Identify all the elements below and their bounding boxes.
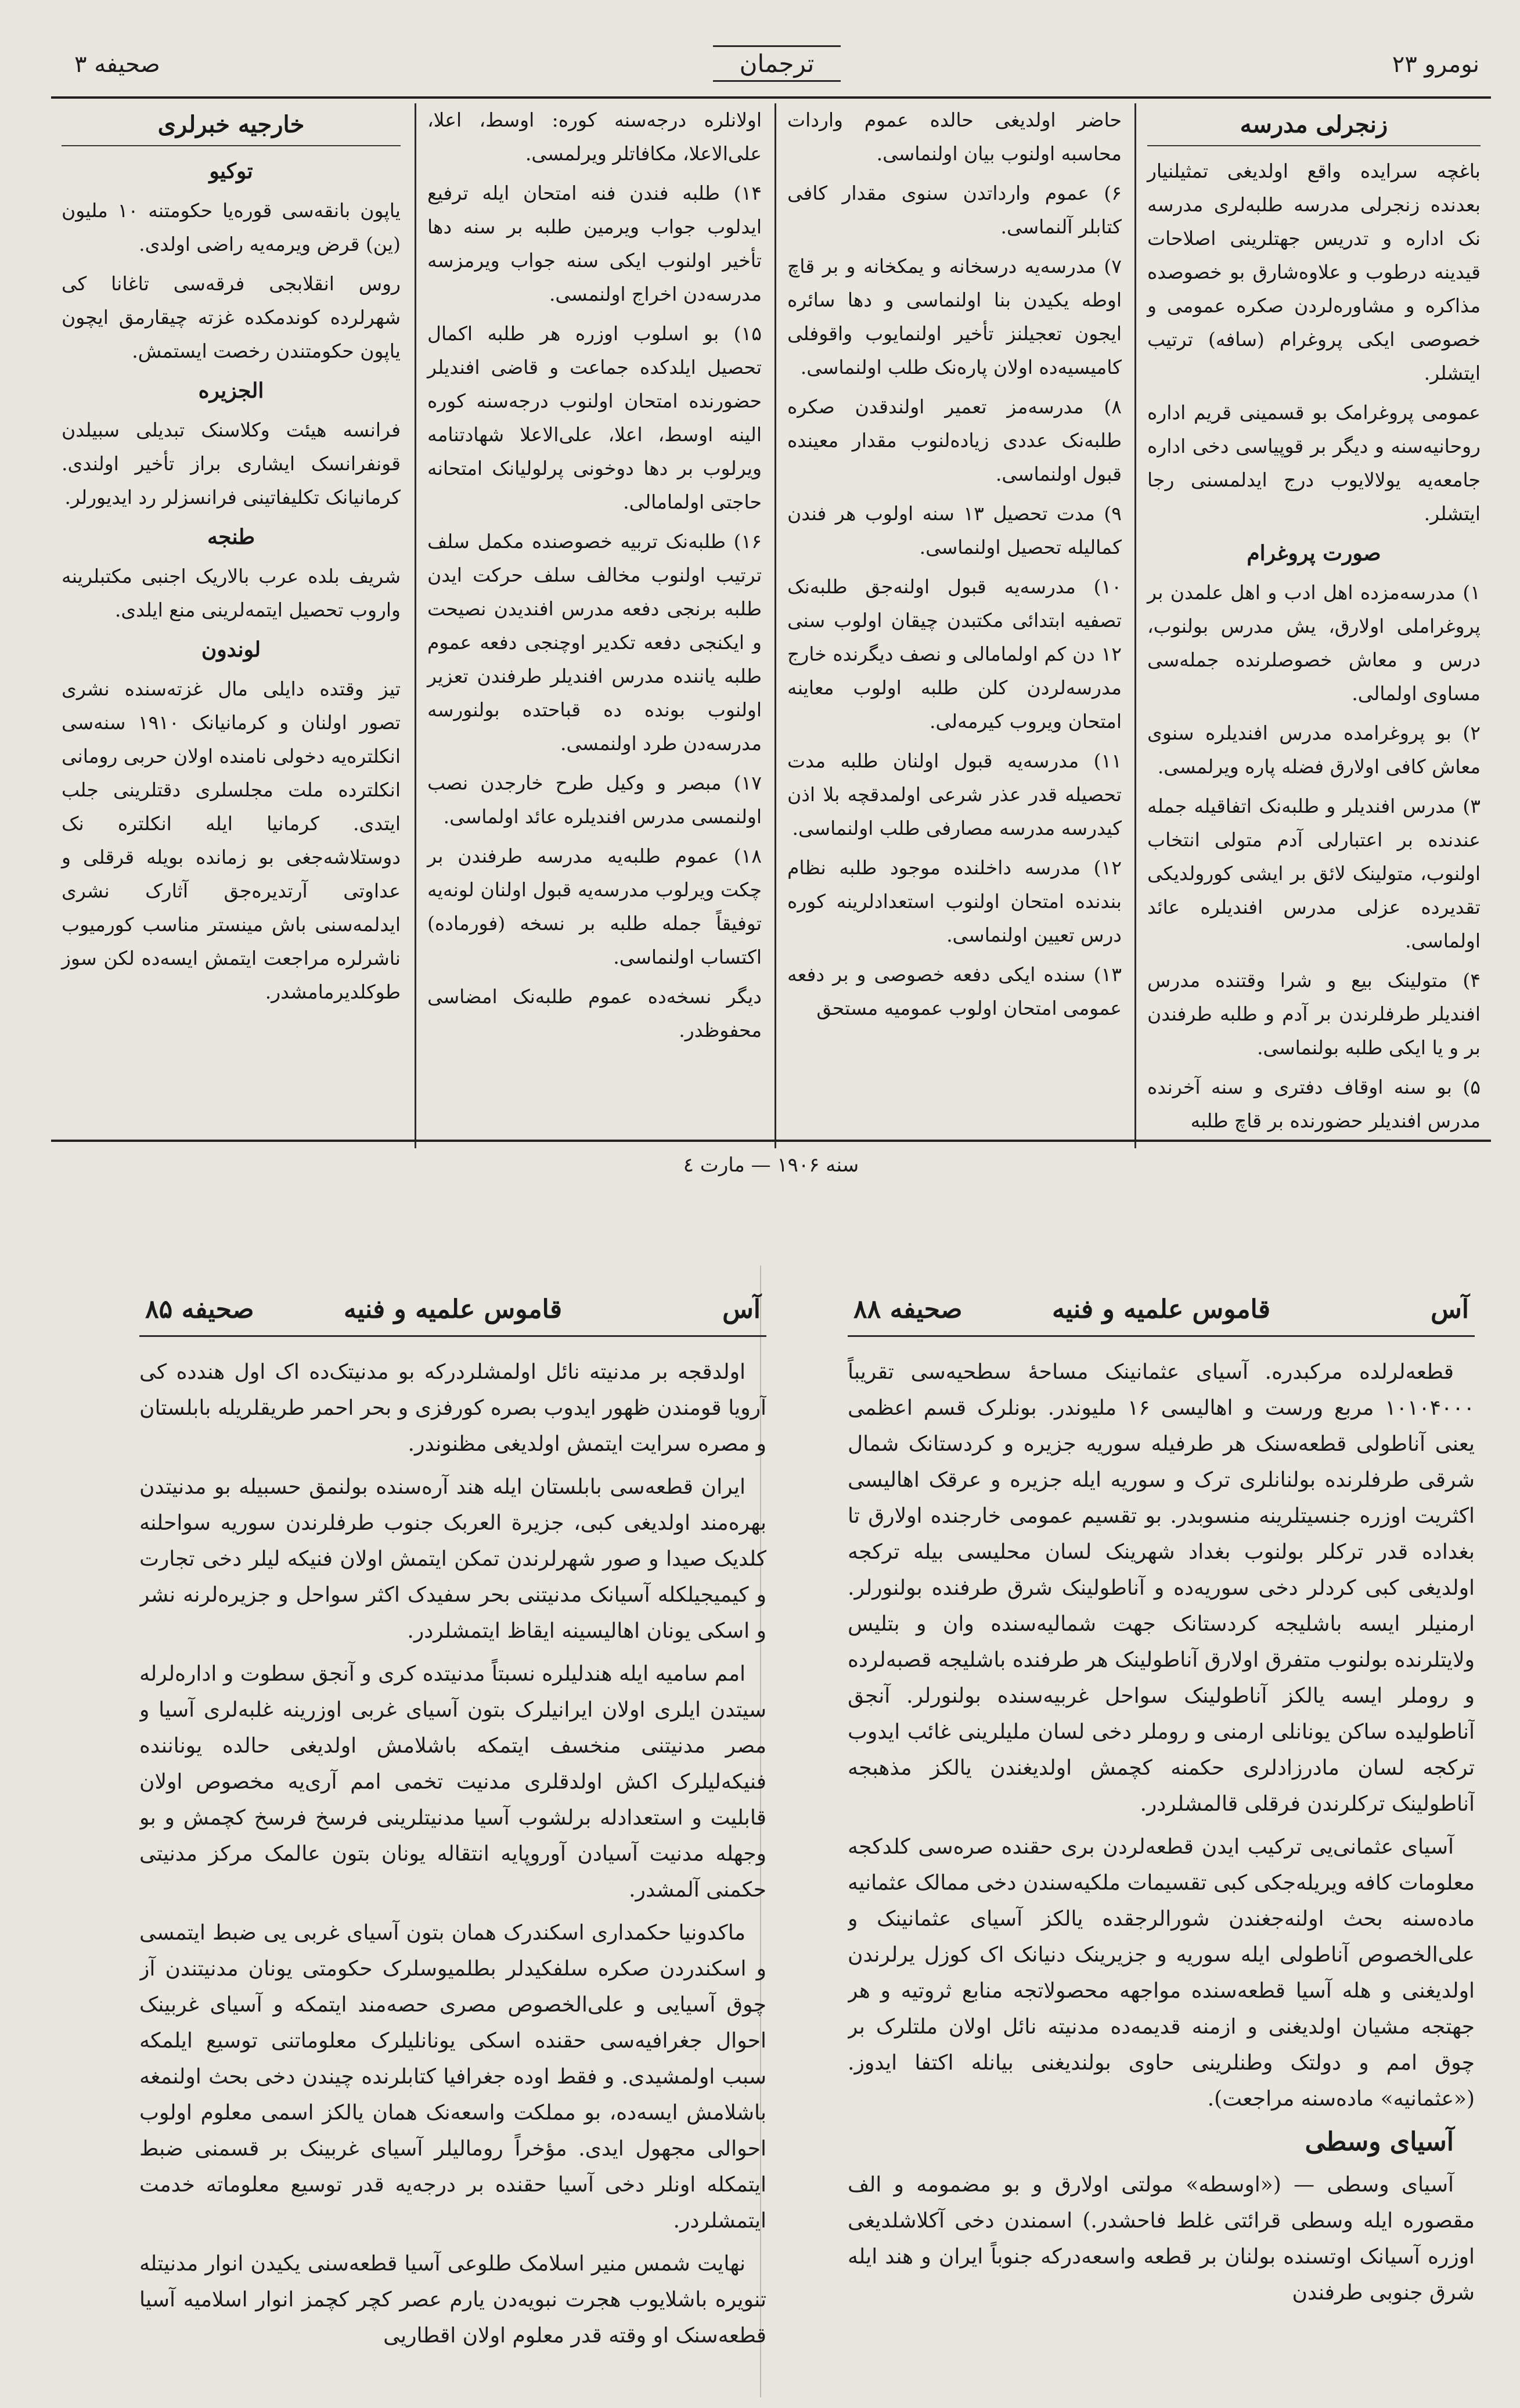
news-item: یاپون بانقه‌سی قوره‌یا حکومتنه ۱۰ ملیون (ین) قرض ویرمه‌یه راضی اولدی. (62, 199, 401, 255)
column-program-continued (777, 103, 1132, 1137)
header-word: آس (722, 1295, 761, 1324)
header-rule (51, 96, 1491, 99)
issue-number-label: نومرو ۲۳ (1392, 51, 1479, 78)
column-foreign-news (51, 103, 411, 1137)
program-item: ۵) بو سنه اوقاف دفتری و سنه آخرنده مدرس افندیلر حضورنده بر قاچ طلبه (1147, 1076, 1481, 1132)
program-item: ۱۳) سنده ایکی دفعه خصوصی و بر دفعه عمومی امتحان اولوب عمومیه مستحق (787, 963, 1122, 1019)
program-item: ۱۰) مدرسه‌یه قبول اولنه‌جق طلبه‌نک تصفیه ابتدائی مکتبدن چیقان اولوب سنی ۱۲ دن کم اولمامالی و نصف دیگرنده خارج مدرسه‌لردن کلن طلبه اولوب معاینه امتحان ویروب کیرمه‌لی. (787, 575, 1122, 733)
program-item: ۱۶) طلبه‌نک تربیه خصوصنده مکمل سلف ترتیب اولنوب مخالف سلف حرکت ایدن طلبه برنجی دفعه مدرس افندیدن نصیحت و ایکنجی دفعه تکدیر اوچنجی دفعه عموم طلبه یاننده مدرس افندیلر طرفندن تعزیر اولنوب بونده ده قباحتده بولنورسه مدرسه‌دن طرد اولنمسی. (427, 530, 762, 755)
dictionary-entry-heading: آسیای وسطی (1305, 2127, 1454, 2157)
header-page-number: صحیفه ۸۵ (145, 1295, 254, 1324)
newspaper-title: ترجمان (713, 45, 841, 82)
news-dateline: الجزیره (198, 378, 264, 403)
header-page-number: صحیفه ۸۸ (853, 1295, 963, 1324)
program-item: ۱۵) بو اسلوب اوزره هر طلبه اکمال تحصیل ایلدکده جماعت و قاضی افندیلر حضورنده امتحان اولنوب درجه‌سنه کوره الینه اوسط، اعلا، علی‌الاعلا شهادتنامه ویرلوب بر دها دوخونی پرلولیانک امتحانه حاجتی اولمامالی. (427, 322, 762, 513)
program-item: ۴) متولینک بیع و شرا وقتنده مدرس افندیلر طرفلرندن بر آدم و طلبه طرفندن بر و یا ایکی طلبه بولنماسی. (1147, 969, 1481, 1059)
article-paragraph: حاضر اولدیغی حالده عموم واردات محاسبه اولنوب بیان اولنماسی. (787, 109, 1122, 165)
column-heading: خارجیه خبرلری (62, 108, 401, 146)
news-item: تیز وقتده دایلی مال غزته‌سنده نشری تصور اولنان و کرمانیانک ۱۹۱۰ سنه‌سی انکلتره‌یه دخولی نامنده اولان حربی رومانی انکلترده ملت مجلسلری دقتلرینی جلب ایتدی. کرمانیا ایله انکلتره نک دوستلاشه‌جغی بو زمانده بویله قرقلی و عداوتی آرتدیره‌جق آثارک نشری ایدلمه‌سنی باش مینستر مناسب کورمیوب ناشرلره مراجعت ایتمش ایسه‌ده لکن سوز طوکلدیرمامشدر. (62, 677, 401, 1003)
dictionary-paragraph: امم سامیه ایله هندلیلره نسبتاً مدنیتده کری و آنجق سطوت و اداره‌لرله سیتدن ایلری اولان ایرانیلرک بتون آسیای غربی اوزرینه غلبه‌لری آسیا و مصر مدنیتنی منخسف ایتمکه باشلامش اولدیغی حالده یوناننده فنیکه‌لیلرک اکش اولدقلری مدنیت تخمی امم آری‌یه مخصوص اولان قابلیت و استعدادله برلشوب آسیا مدنیتلرینی فرسخ فرسخ کچمش و بو وجهله مدنیت آسیادن آوروپایه انتقاله یونان بتون عالمک مرکز مدنیتی حکمنی آلمشدر. (139, 1662, 766, 1902)
news-item: فرانسه هیئت وکلاسنک تبدیلی سبیلدن قونفرانسک ایشاری براز تأخیر اولندی. کرمانیانک تکلیفاتینی فرانسزلر رد ایدیورلر. (62, 419, 401, 509)
program-item: ۷) مدرسه‌یه درسخانه و یمکخانه و بر قاچ اوطه یکیدن بنا اولنماسی و دها سائره ایجون تعجیلنز تأخیر اولنمایوب واقوفلی کامیسیه‌ده اولان پاره‌نک طلب اولنماسی. (787, 255, 1122, 378)
news-dateline: طنجه (207, 525, 255, 549)
page-number-label: صحیفه ۳ (74, 51, 160, 78)
column-program-end (417, 103, 772, 1137)
dictionary-body (848, 1337, 1475, 2376)
column-divider (415, 103, 416, 1148)
news-item: شریف بلده عرب بالاریک اجنبی مکتبلرینه واروب تحصیل ایتمه‌لرینی منع ایلدی. (62, 565, 401, 621)
dictionary-paragraph: قطعه‌لرلده مرکبدره. آسیای عثمانینک مساحهٔ سطحیه‌سی تقریباً ۱۰۱۰۴۰۰۰ مربع ورست و اهالیسی ۱۶ ملیوندر. بونلرک قسم اعظمی یعنی آناطولی قطعه‌سنک هر طرفیله سوریه جزیره و کردستانک شمال شرقی طرفلرنده بولنانلری ترک و سوریه ایله جزیره و عرقک اهالیسی اکثریت اوزره جنسیتلرینه منسوبدر. بو تقسیم عمومی خارجنده اولارق تا بغداده قدر ترکلر بولنوب بغداد شهرینک لسان محلیسی بیله ترکجه اولدیغی کبی کردلر دخی سوریه‌ده و آناطولینک شرق طرفنده بولنورلر. ارمنیلر ایسه باشلیجه کردستانک جهت شمالیه‌سنده وان و بتلیس ولایتلرنده بولنوب متفرق اولارق آناطولینک هر طرفنده باشلیجه قصبه‌لرده و روملر ایسه یالکز آناطولینک سواحل غربیه‌سنده بولنورلر. آنجق آناطولیده ساکن یونانلی ارمنی و روملر دخی لسان ملیلرینی غائب ایدوب ترکجه لسان مادرزادلری حکمنه کچمش اولدیغندن یالکز مذهبجه آناطولینک ترکلرندن فرقلی قالمشلردر. (848, 1360, 1475, 1816)
program-item: ۶) عموم وارداتدن سنوی مقدار کافی کتابلر آلنماسی. (787, 182, 1122, 238)
news-dateline: توکیو (209, 159, 253, 183)
program-item: ۸) مدرسه‌مز تعمیر اولندقدن صکره طلبه‌نک عددی زیاده‌لنوب مقدار معینده قبول اولنماسی. (787, 395, 1122, 485)
dictionary-page-right (848, 1283, 1475, 2386)
article-paragraph: باغچه سرایده واقع اولدیغی تمثیلنیار بعدنده زنجرلی مدرسه طلبه‌لری مدرسه نک اداره و تدریس جهتلرینی اصلاحات قیدینه درطوب و علاوه‌شارق بو خصوصده مذاکره و مشاوره‌لردن صکره عمومی و خصوصی ایکی پروغرام (سافه) ترتیب ایتشلر. (1147, 160, 1481, 384)
header-title: قاموس علمیه و فنیه (1052, 1295, 1270, 1324)
dictionary-paragraph: نهایت شمس منیر اسلامک طلوعی آسیا قطعه‌سنی یکیدن انوار مدنیتله تنویره باشلایوب هجرت نبویه‌دن یارم عصر کچر کچمز انوار اسلامیه آسیا قطعه‌سنک او وقته قدر معلوم اولان اقطاریی (139, 2252, 766, 2348)
dictionary-header (139, 1283, 766, 1337)
news-item: روس انقلابجی فرقه‌سی تاغانا کی شهرلرده کوندمکده غزته چیقارمق ایچون یاپون حکومتندن رخصت ایستمش. (62, 272, 401, 362)
dictionary-body (139, 1337, 766, 2376)
dictionary-header (848, 1283, 1475, 1337)
header-word: آس (1431, 1295, 1469, 1324)
program-item: ۳) مدرس افندیلر و طلبه‌نک اتفاقیله جمله عندنده بر اعتبارلی آدم متولی انتخاب اولنوب، متولینک لائق بر ایشی کورولدیکی تقدیرده عزلی مدرس افندیلره عائد اولماسی. (1147, 795, 1481, 952)
column-divider (1134, 103, 1136, 1148)
dictionary-paragraph: آسیای عثمانی‌یی ترکیب ایدن قطعه‌لردن بری حقنده صره‌سی کلدکجه معلومات کافه ویریله‌جکی کبی تقسیمات ملکیه‌سندن دخی ممالک عثمانیه ماده‌سنه بحث اولنه‌جغندن شورالرجقده یالکز آسیای عثمانینک و علی‌الخصوص آناطولی ایله سوریه و جزیرینک دنیانک اک کوزل یرلرندن اولدیغنی و هله آسیا قطعه‌سنده مواجهه محصولاتجه منابع ثروتیه و هر جهتجه مشیان اولدیغنی و ازمنه قدیمه‌ده مدنیته نائل اولان ملتلرک بر چوق امم و دولتک وطنلرینی حاوی بولندیغنی بیانله اکتفا ایدوز. («عثمانیه» ماده‌سنه مراجعت). (848, 1835, 1475, 2111)
newspaper-header (51, 28, 1491, 98)
newspaper-page (51, 28, 1491, 1212)
dictionary-paragraph: آسیای وسطی — («اوسطه» مولتی اولارق و بو مضمومه و الف مقصوره ایله وسطی قرائتی غلط فاحشدر.) اسمندن دخی آکلاشلدیغی اوزره آسیانک اوتسنده بولنان بر قطعه واسعه‌درکه جنوباً ایران و هند ایله شرق جنوبی طرفندن (848, 2173, 1475, 2305)
dictionary-paragraph: اولدقجه بر مدنیته نائل اولمشلردرکه بو مدنیتک‌ده اک اول هندده کی آرویا قومندن ظهور ایدوب بصره کورفزی و بحر احمر طریقلریله بابلستان و مصره سرایت ایتمش اولدیغی مظنوندر. (139, 1360, 766, 1456)
program-item: ۱۲) مدرسه داخلنده موجود طلبه نظام بندنده امتحان اولنوب استعدادلرینه کوره درس تعیین اولنماسی. (787, 856, 1122, 946)
program-item: ۱) مدرسه‌مزده اهل ادب و اهل علمدن بر پروغراملی اولارق، یش مدرس بولنوب، درس و معاش خصوصلرنده جمله‌سی مساوی اولمالی. (1147, 581, 1481, 705)
program-item: ۱۴) طلبه فندن فنه امتحان ایله ترفیع ایدلوب جواب ویرمین طلبه بر سنه دها تأخیر اولنوب ایکی سنه جواب ویرمزسه مدرسه‌دن اخراج اولنمسی. (427, 182, 762, 305)
column-zincirli-madrasa (1137, 103, 1491, 1137)
program-item: ۱۸) عموم طلبه‌یه مدرسه طرفندن بر چکت ویرلوب مدرسه‌یه قبول اولنان لونه‌یه توفیقاً جمله طلبه بر نسخه (فورماده) اکتساب اولنماسی. (427, 845, 762, 968)
program-item: ۱۱) مدرسه‌یه قبول اولنان طلبه مدت تحصیله قدر عذر شرعی اولمدقچه بلا اذن کیدرسه مدرسه مصارفی طلب اولنماسی. (787, 749, 1122, 839)
program-item: ۱۷) مبصر و وکیل طرح خارجدن نصب اولنمسی مدرس افندیلره عائد اولماسی. (427, 772, 762, 828)
newspaper-footer: سنه ۱۹۰۶ — مارت ٤ (51, 1140, 1491, 1188)
article-paragraph: اولانلره درجه‌سنه کوره: اوسط، اعلا، علی‌الاعلا، مکافاتلر ویرلمسی. (427, 109, 762, 165)
column-divider (775, 103, 776, 1148)
column-heading: زنجرلی مدرسه (1147, 108, 1481, 146)
program-item: ۹) مدت تحصیل ۱۳ سنه اولوب هر فندن کمالیله تحصیل اولنماسی. (787, 502, 1122, 558)
news-dateline: لوندون (201, 637, 261, 662)
header-title: قاموس علمیه و فنیه (344, 1295, 562, 1324)
dictionary-paragraph: ماکدونیا حکمداری اسکندرک همان بتون آسیای غربی یی ضبط ایتمسی و اسکندردن صکره سلفکیدلر بطلمیوسلرک حکومتی یونان مدنیتندن آز چوق آسیایی و علی‌الخصوص مصری حصه‌مند ایتمکه و آسیای غربینک احوال جغرافیه‌سی حقنده اسکی یونانلیلرک معلوماتنی توسیع ایلمکه سبب اولمشیدی. و فقط اوده جغرافیا کتابلرنده چیندن دخی بحث اولنمغه باشلامش ایسه‌ده، بو مملکت واسعه‌نک همان یالکز اسمی معلوم اولوب احوالی مجهول ایدی. مؤخراً رومالیلر آسیای غربینک بر قسمنی ضبط ایتمکله اونلر دخی آسیا حقنده بر درجه‌یه قدر توسیع معلوماته خدمت ایتمشلردر. (139, 1921, 766, 2233)
dictionary-paragraph: ایران قطعه‌سی بابلستان ایله هند آره‌سنده بولنمق حسبیله بو مدنیتدن بهره‌مند اولدیغی کبی، جزیرة العربک جنوب طرفلرندن سوریه سواحلنه کلدیک صیدا و صور شهرلرندن تمکن ایتمش اولان فنیکه لیلر دخی تجارت و کیمیجیلکله آسیانک مدنیتنی بحر سفیدک اکثر سواحل و جزیره‌لرنه نشر و اسکی یونان اهالیسینه ایقاظ ایتمشلردر. (139, 1475, 766, 1643)
program-item: ۲) بو پروغرامده مدرس افندیلره سنوی معاش کافی اولارق فضله پاره ویرلمسی. (1147, 722, 1481, 778)
program-subheading: صورت پروغرام (1247, 541, 1381, 565)
closing-note: دیگر نسخه‌ده عموم طلبه‌نک امضاسی محفوظدر. (427, 985, 762, 1041)
article-paragraph: عمومی پروغرامک بو قسمینی قریم اداره روحانیه‌سنه و دیگر بر قوپیاسی دخی اداره جامعه‌یه یولالایوب درج ایدلمسنی رجا ایتشلر. (1147, 401, 1481, 525)
dictionary-page-left (139, 1283, 766, 2386)
